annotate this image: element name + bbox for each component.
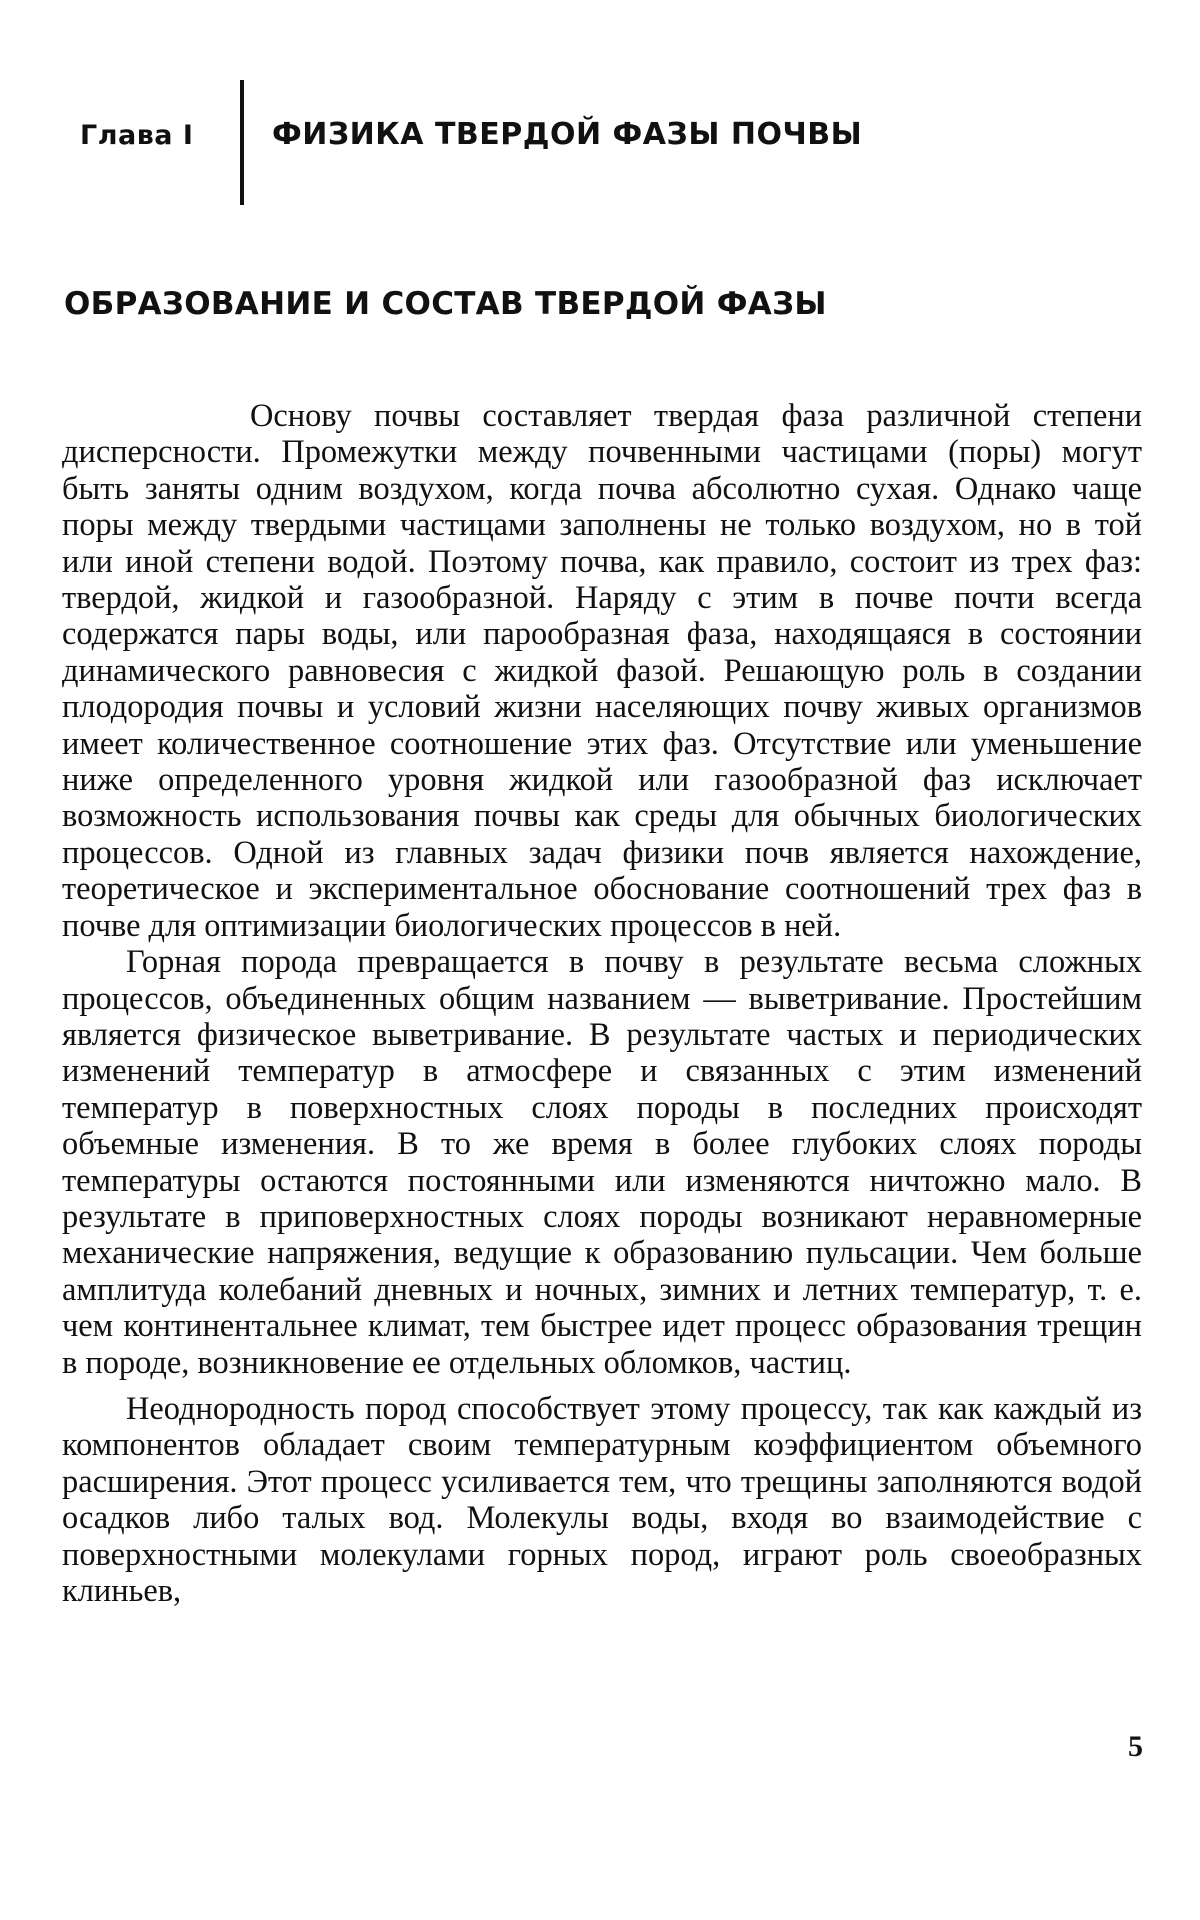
chapter-header bbox=[80, 80, 1140, 205]
chapter-divider bbox=[240, 80, 244, 205]
body-text bbox=[62, 398, 1142, 1609]
page-number: 5 bbox=[1128, 1730, 1143, 1763]
section-heading: ОБРАЗОВАНИЕ И СОСТАВ ТВЕРДОЙ ФАЗЫ bbox=[64, 286, 827, 322]
chapter-title: ФИЗИКА ТВЕРДОЙ ФАЗЫ ПОЧВЫ bbox=[272, 117, 863, 152]
chapter-label: Глава I bbox=[80, 120, 194, 151]
paragraph-2: Горная порода превращается в почву в результате весьма сложных процессов, объединенных общим названием — выветривание. Простейшим является физическое выветривание. В результате частых и периодических изменений температур в атмосфере и связанных с этим изменений температур в поверхностных слоях породы в последних происходят объемные изменения. В то же время в более глубоких слоях породы температуры остаются постоянными или изменяются ничтожно мало. В результате в приповерхностных слоях породы возникают неравномерные механические напряжения, ведущие к образованию пульсации. Чем больше амплитуда колебаний дневных и ночных, зимних и летних температур, т. е. чем континентальнее климат, тем быстрее идет процесс образования трещин в породе, возникновение ее отдельных обломков, частиц. bbox=[62, 944, 1142, 1381]
paragraph-3: Неоднородность пород способствует этому процессу, так как каждый из компонентов обладает своим температурным коэффициентом объемного расширения. Этот процесс усиливается тем, что трещины заполняются водой осадков либо талых вод. Молекулы воды, входя во взаимодействие с поверхностными молекулами горных пород, играют роль своеобразных клиньев, bbox=[62, 1390, 1142, 1609]
paragraph-1: Основу почвы составляет твердая фаза различной степени дисперсности. Промежутки между почвенными частицами (поры) могут быть заняты одним воздухом, когда почва абсолютно сухая. Однако чаще поры между твердыми частицами заполнены не только воздухом, но в той или иной степени водой. Поэтому почва, как правило, состоит из трех фаз: твердой, жидкой и газообразной. Наряду с этим в почве почти всегда содержатся пары воды, или парообразная фаза, находящаяся в состоянии динамического равновесия с жидкой фазой. Решающую роль в создании плодородия почвы и условий жизни населяющих почву живых организмов имеет количественное соотношение этих фаз. Отсутствие или уменьшение ниже определенного уровня жидкой или газообразной фаз исключает возможность использования почвы как среды для обычных биологических процессов. Одной из главных задач физики почв является нахождение, теоретическое и экспериментальное обоснование соотношений трех фаз в почве для оптимизации биологических процессов в ней. bbox=[62, 398, 1142, 944]
